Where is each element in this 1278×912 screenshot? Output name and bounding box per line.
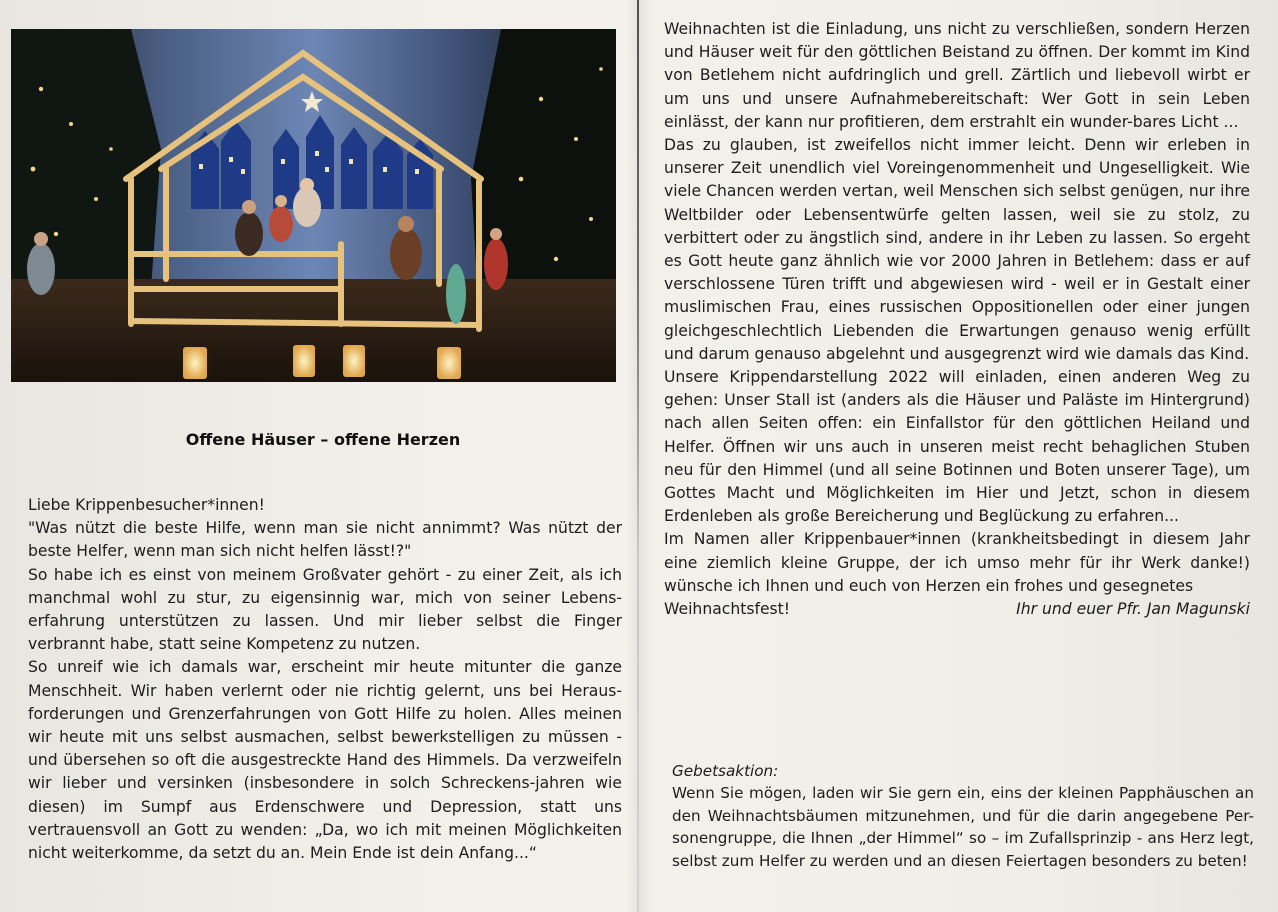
page-title: Offene Häuser – offene Herzen xyxy=(185,430,461,449)
page-fold xyxy=(637,0,639,912)
signature: Ihr und euer Pfr. Jan Magunski xyxy=(1016,600,1250,619)
closing-text: Weihnachtsfest! xyxy=(664,600,791,619)
quote-paragraph: "Was nützt die beste Hilfe, wenn man sie nicht annimmt? Was nützt der beste Helfer, wenn man sich nicht helfen lässt!?" xyxy=(28,519,622,561)
right-text-column xyxy=(664,18,1250,621)
prayer-section xyxy=(672,760,1254,872)
paragraph: Unsere Krippendarstellung 2022 will einladen, einen anderen Weg zu gehen: Unser Stall ist (anders als die Häuser und Paläste im Hintergrund) nach allen Seiten offen: ein Einfallstor für den göttlichen Heiland und Helfer. Öffnen wir uns auch in unseren meist recht behaglichen Stuben neu für den Himmel (und all seine Botinnen und Boten unserer Tage), um Gottes Macht und Möglichkeiten im Hier und Jetzt, schon in diesem Erdenleben als große Bereicherung und Beglückung zu erfahren... xyxy=(664,368,1250,526)
greeting: Liebe Krippenbesucher*innen! xyxy=(28,496,265,514)
paragraph: Im Namen aller Krippenbauer*innen (krankheitsbedingt in diesem Jahr eine ziemlich kleine Gruppe, der ich umso mehr für ihr Werk danke!) wünsche ich Ihnen und euch von Herzen ein frohes und gesegnetes xyxy=(664,530,1250,595)
paragraph: So unreif wie ich damals war, erscheint mir heute mitunter die ganze Menschheit. Wir haben verlernt oder nie richtig gelernt, uns bei Heraus-forderungen und Grenzerfahrungen von Gott Hilfe zu holen. Alles meinen wir heute mit uns selbst ausmachen, selbst bewerkstelligen zu müssen - und übersehen so oft die ausgestreckte Hand des Himmels. Da verzweifeln wir lieber und versinken (insbesondere in solch Schreckens-jahren wie diesen) im Sumpf aus Erdenschwere und Depression, statt uns vertrauensvoll an Gott zu wenden: „Da, wo ich mit meinen Möglichkeiten nicht weiterkomme, da setzt du an. Mein Ende ist dein Anfang...“ xyxy=(28,658,622,863)
paragraph: Das zu glauben, ist zweifellos nicht immer leicht. Denn wir erleben in unserer Zeit unendlich viel Voreingenommenheit und Ungeselligkeit. Wie viele Chancen werden vertan, weil Menschen sich selbst genügen, nur ihre Weltbilder oder Lebensentwürfe gelten lassen, weil sie zu stolz, zu verbittert oder zu ängstlich sind, andere in ihr Leben zu lassen. So ergeht es Gott heute ganz ähnlich wie vor 2000 Jahren in Betlehem: dass er auf verschlossene Türen trifft und abgewiesen wird - weil er in Gestalt einer muslimischen Frau, eines russischen Oppositionellen oder einer jungen gleichgeschlechtlich Liebenden die Erwartungen genauso wenig erfüllt und darum genauso abgelehnt und ausgegrenzt wird wie damals das Kind. xyxy=(664,136,1250,363)
left-text-column xyxy=(28,494,622,865)
paragraph: So habe ich es einst von meinem Großvater gehört - zu einer Zeit, als ich manchmal wohl zu stur, zu eigensinnig war, mich von seiner Lebens-erfahrung unterstützen zu lassen. Und mir lieber selbst die Finger verbrannt habe, statt seine Kompetenz zu nutzen. xyxy=(28,565,622,654)
nativity-scene-photo xyxy=(11,29,616,382)
prayer-text: Wenn Sie mögen, laden wir Sie gern ein, eins der kleinen Papphäuschen an den Weihnachtsbäumen mitzunehmen, und für die darin angegebene Per-sonengruppe, die Ihnen „der Himmel“ so – im Zufallsprinzip - ans Herz legt, selbst zum Helfer zu werden und an diesen Feiertagen besonders zu beten! xyxy=(672,784,1254,870)
closing-row xyxy=(664,598,1250,621)
paragraph: Weihnachten ist die Einladung, uns nicht zu verschließen, sondern Herzen und Häuser weit für den göttlichen Beistand zu öffnen. Der kommt im Kind von Betlehem nicht aufdringlich und grell. Zärtlich und liebevoll wirbt er um uns und unsere Aufnahmebereitschaft: Wer Gott in sein Leben einlässt, der kann nur profitieren, dem erstrahlt ein wunder-bares Licht ... xyxy=(664,20,1250,131)
prayer-title: Gebetsaktion: xyxy=(672,762,779,780)
